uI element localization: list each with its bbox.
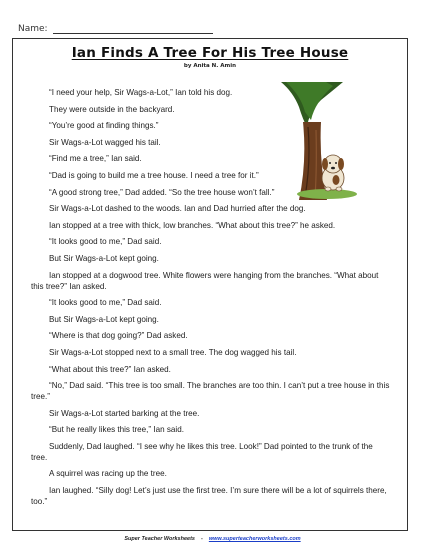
story-paragraph: “A good strong tree,” Dad added. “So the tree house won’t fall.”	[49, 187, 275, 197]
story-paragraph: Sir Wags-a-Lot started barking at the tree.	[49, 408, 200, 418]
story-frame	[12, 38, 408, 531]
story-paragraph: “It looks good to me,” Dad said.	[49, 298, 162, 308]
story-paragraph: “Dad is going to build me a tree house. I need a tree for it.”	[49, 170, 259, 180]
story-byline: by Anita N. Amin	[183, 63, 237, 69]
story-paragraph: Sir Wags-a-Lot wagged his tail.	[49, 137, 161, 147]
footer-website-link[interactable]: www.superteacherworksheets.com	[208, 536, 301, 542]
page-footer	[0, 536, 425, 542]
story-paragraph: “What about this tree?” Ian asked.	[49, 364, 171, 374]
story-paragraph: But Sir Wags-a-Lot kept going.	[49, 253, 159, 263]
story-paragraph: Ian laughed. “Silly dog! Let’s just use the first tree. I’m sure there will be a lot of squirrels there, too.”	[31, 486, 387, 507]
story-paragraph: Sir Wags-a-Lot dashed to the woods. Ian and Dad hurried after the dog.	[49, 204, 306, 214]
story-paragraph: Suddenly, Dad laughed. “I see why he likes this tree. Look!” Dad pointed to the trunk of the tree.	[31, 441, 373, 462]
story-paragraph: “It looks good to me,” Dad said.	[49, 237, 162, 247]
footer-brand: Super Teacher Worksheets	[124, 536, 195, 542]
story-paragraph: Ian stopped at a dogwood tree. White flowers were hanging from the branches. “What about this tree?” Ian asked.	[31, 270, 379, 291]
name-label: Name:	[18, 24, 48, 34]
name-row	[18, 24, 213, 34]
story-title: Ian Finds A Tree For His Tree House	[71, 45, 349, 61]
story-paragraph: Sir Wags-a-Lot stopped next to a small tree. The dog wagged his tail.	[49, 347, 297, 357]
story-paragraph: “I need your help, Sir Wags-a-Lot,” Ian told his dog.	[49, 88, 233, 97]
story-paragraph: “You’re good at finding things.”	[49, 121, 159, 131]
story-body	[31, 87, 401, 513]
name-line	[53, 24, 213, 34]
story-paragraph: “But he really likes this tree,” Ian said.	[49, 425, 184, 435]
story-paragraph: “Where is that dog going?” Dad asked.	[49, 331, 188, 341]
story-paragraph: Ian stopped at a tree with thick, low branches. “What about this tree?” he asked.	[49, 220, 336, 230]
footer-separator: -	[200, 536, 203, 542]
story-paragraph: “No,” Dad said. “This tree is too small. The branches are too thin. I can’t put a tree house in this tree.”	[31, 381, 390, 402]
story-paragraph: “Find me a tree,” Ian said.	[49, 154, 142, 164]
story-paragraph: A squirrel was racing up the tree.	[49, 469, 167, 479]
story-paragraph: But Sir Wags-a-Lot kept going.	[49, 314, 159, 324]
story-paragraph: They were outside in the backyard.	[49, 104, 175, 114]
